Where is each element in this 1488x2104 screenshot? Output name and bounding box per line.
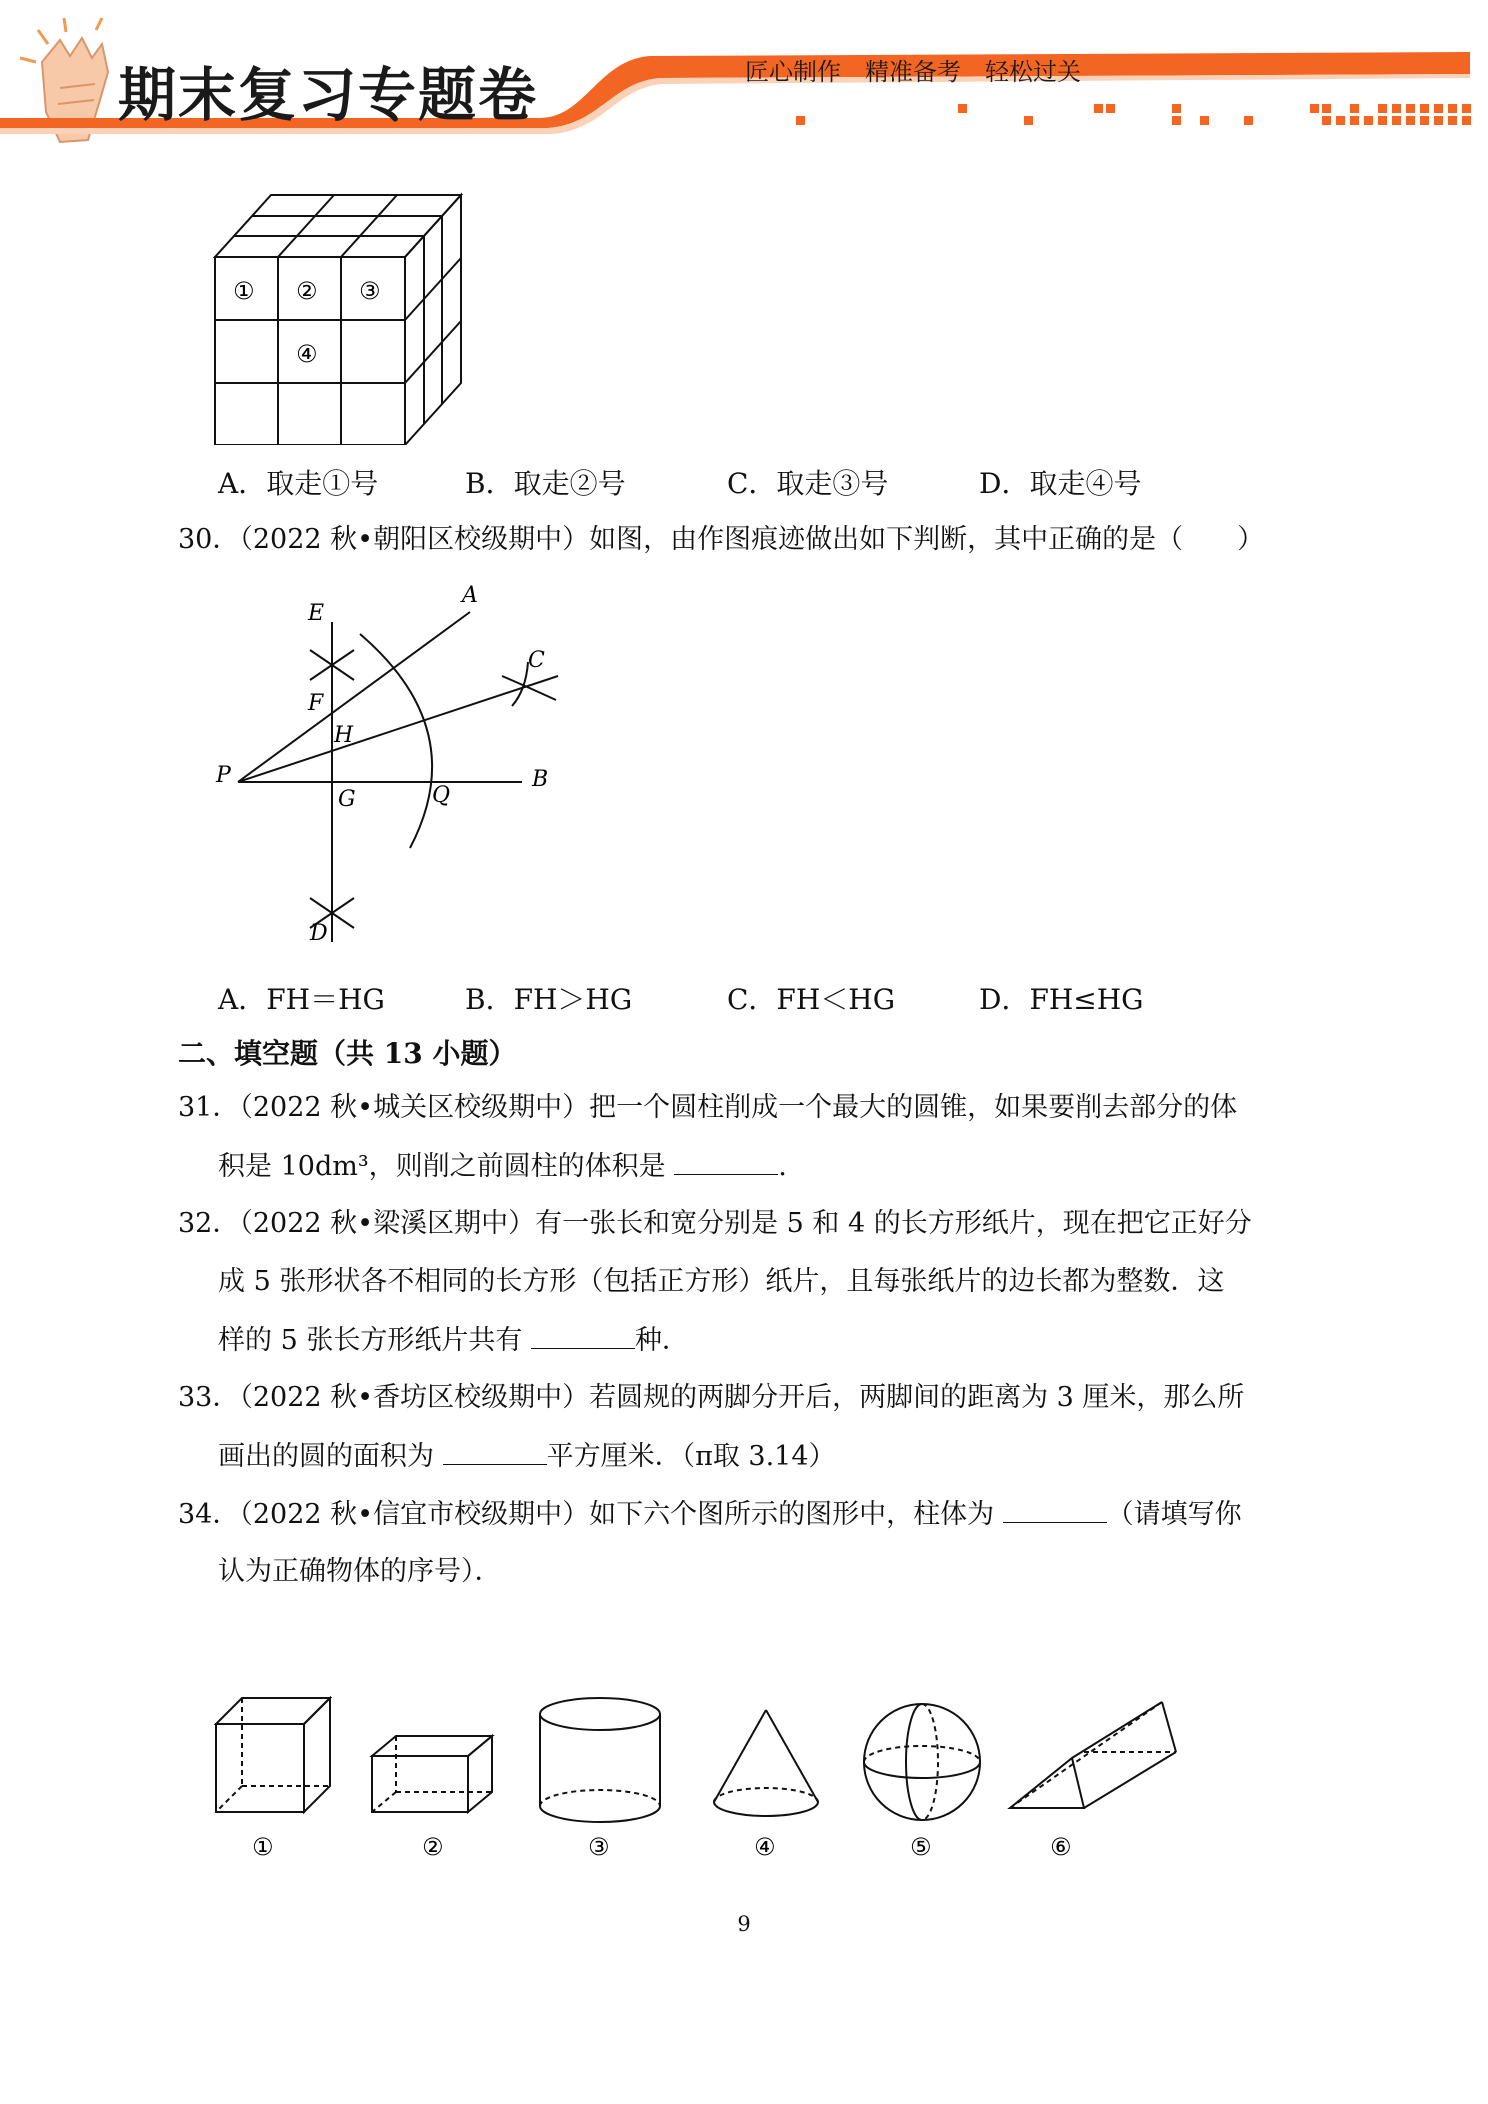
q30-option-d[interactable]: D．FH≤HG	[979, 983, 1144, 1016]
q30-construction-figure	[210, 580, 580, 950]
shape-cone	[714, 1710, 818, 1816]
shape-sphere	[864, 1704, 980, 1820]
q32-line3	[218, 1320, 689, 1361]
shape-cylinder	[540, 1698, 660, 1822]
q31-line2-end: .	[778, 1151, 787, 1182]
q30-text: 30．（2022 秋•朝阳区校级期中）如图，由作图痕迹做出如下判断，其中正确的是（ ）	[178, 524, 1265, 555]
label-f: F	[308, 691, 324, 716]
label-e: E	[308, 601, 325, 626]
shape-label-5: ⑤	[910, 1833, 932, 1861]
shape-label-2: ②	[422, 1833, 444, 1861]
q32-line2: 成 5 张形状各不相同的长方形（包括正方形）纸片，且每张纸片的边长都为整数．这	[218, 1266, 1225, 1297]
header-slogan: 匠心制作 精准备考 轻松过关	[745, 58, 1081, 86]
label-c: C	[528, 648, 545, 673]
shape-cube	[216, 1698, 330, 1812]
cube-label-1: ①	[233, 277, 255, 305]
q29-option-d[interactable]: D．取走④号	[979, 467, 1142, 500]
cube-right-face	[405, 195, 461, 445]
q29-option-a[interactable]: A．取走①号	[218, 467, 379, 500]
q32-answer-blank[interactable]	[531, 1320, 635, 1349]
q34-line2: 认为正确物体的序号）．	[218, 1556, 502, 1587]
q33-answer-blank[interactable]	[443, 1436, 547, 1465]
q32-line3-end: 种．	[634, 1325, 689, 1356]
q31-line1: 31．（2022 秋•城关区校级期中）把一个圆柱削成一个最大的圆锥，如果要削去部分的体	[178, 1092, 1238, 1123]
label-g: G	[338, 787, 356, 812]
q30-option-b[interactable]: B．FH＞HG	[465, 983, 633, 1016]
shape-label-4: ④	[754, 1833, 776, 1861]
label-b: B	[532, 767, 549, 792]
header-title: 期末复习专题卷	[118, 61, 539, 129]
cube-label-3: ③	[359, 277, 381, 305]
cube-label-4: ④	[296, 340, 318, 368]
label-p: P	[216, 763, 231, 788]
shape-cuboid	[372, 1736, 492, 1812]
q33-line1: 33．（2022 秋•香坊区校级期中）若圆规的两脚分开后，两脚间的距离为 3 厘米，那么所	[178, 1382, 1245, 1413]
q33-line2	[218, 1436, 836, 1477]
q30-option-a[interactable]: A．FH＝HG	[218, 983, 385, 1016]
section-title: 二、填空题（共 13 小题）	[178, 1037, 517, 1070]
shape-label-3: ③	[588, 1833, 610, 1861]
shape-label-6: ⑥	[1050, 1833, 1072, 1861]
shape-triangular-prism	[1010, 1702, 1176, 1808]
q29-option-b[interactable]: B．取走②号	[465, 467, 626, 500]
q34-shapes-figure	[200, 1680, 1200, 1870]
q31-line2	[218, 1146, 787, 1187]
line-pc	[238, 676, 558, 782]
line-pa	[238, 612, 470, 782]
decorative-squares	[796, 104, 1471, 125]
label-q: Q	[432, 783, 451, 808]
label-a: A	[462, 583, 478, 608]
q33-line2-text: 画出的圆的面积为	[218, 1441, 443, 1472]
q34-answer-blank[interactable]	[1003, 1494, 1107, 1523]
q30-option-c[interactable]: C．FH＜HG	[727, 983, 896, 1016]
page-number: 9	[737, 1912, 751, 1936]
q34-line1-text: 34．（2022 秋•信宜市校级期中）如下六个图所示的图形中，柱体为	[178, 1499, 1003, 1530]
label-d: D	[310, 921, 328, 946]
shape-label-1: ①	[252, 1833, 274, 1861]
label-h: H	[334, 723, 354, 748]
q31-line2-text: 积是 10dm³，则削之前圆柱的体积是	[218, 1151, 675, 1182]
q32-line3-text: 样的 5 张长方形纸片共有	[218, 1325, 531, 1356]
q31-answer-blank[interactable]	[674, 1146, 778, 1175]
cube-label-2: ②	[296, 277, 318, 305]
q32-line1: 32．（2022 秋•梁溪区期中）有一张长和宽分别是 5 和 4 的长方形纸片，现在把它正好分	[178, 1208, 1252, 1239]
cube-figure	[205, 185, 475, 445]
q34-line1	[178, 1494, 1242, 1535]
q29-option-c[interactable]: C．取走③号	[727, 467, 889, 500]
q33-line2-end: 平方厘米．（π取 3.14）	[546, 1441, 836, 1472]
q34-line1-end: （请填写你	[1106, 1499, 1242, 1530]
